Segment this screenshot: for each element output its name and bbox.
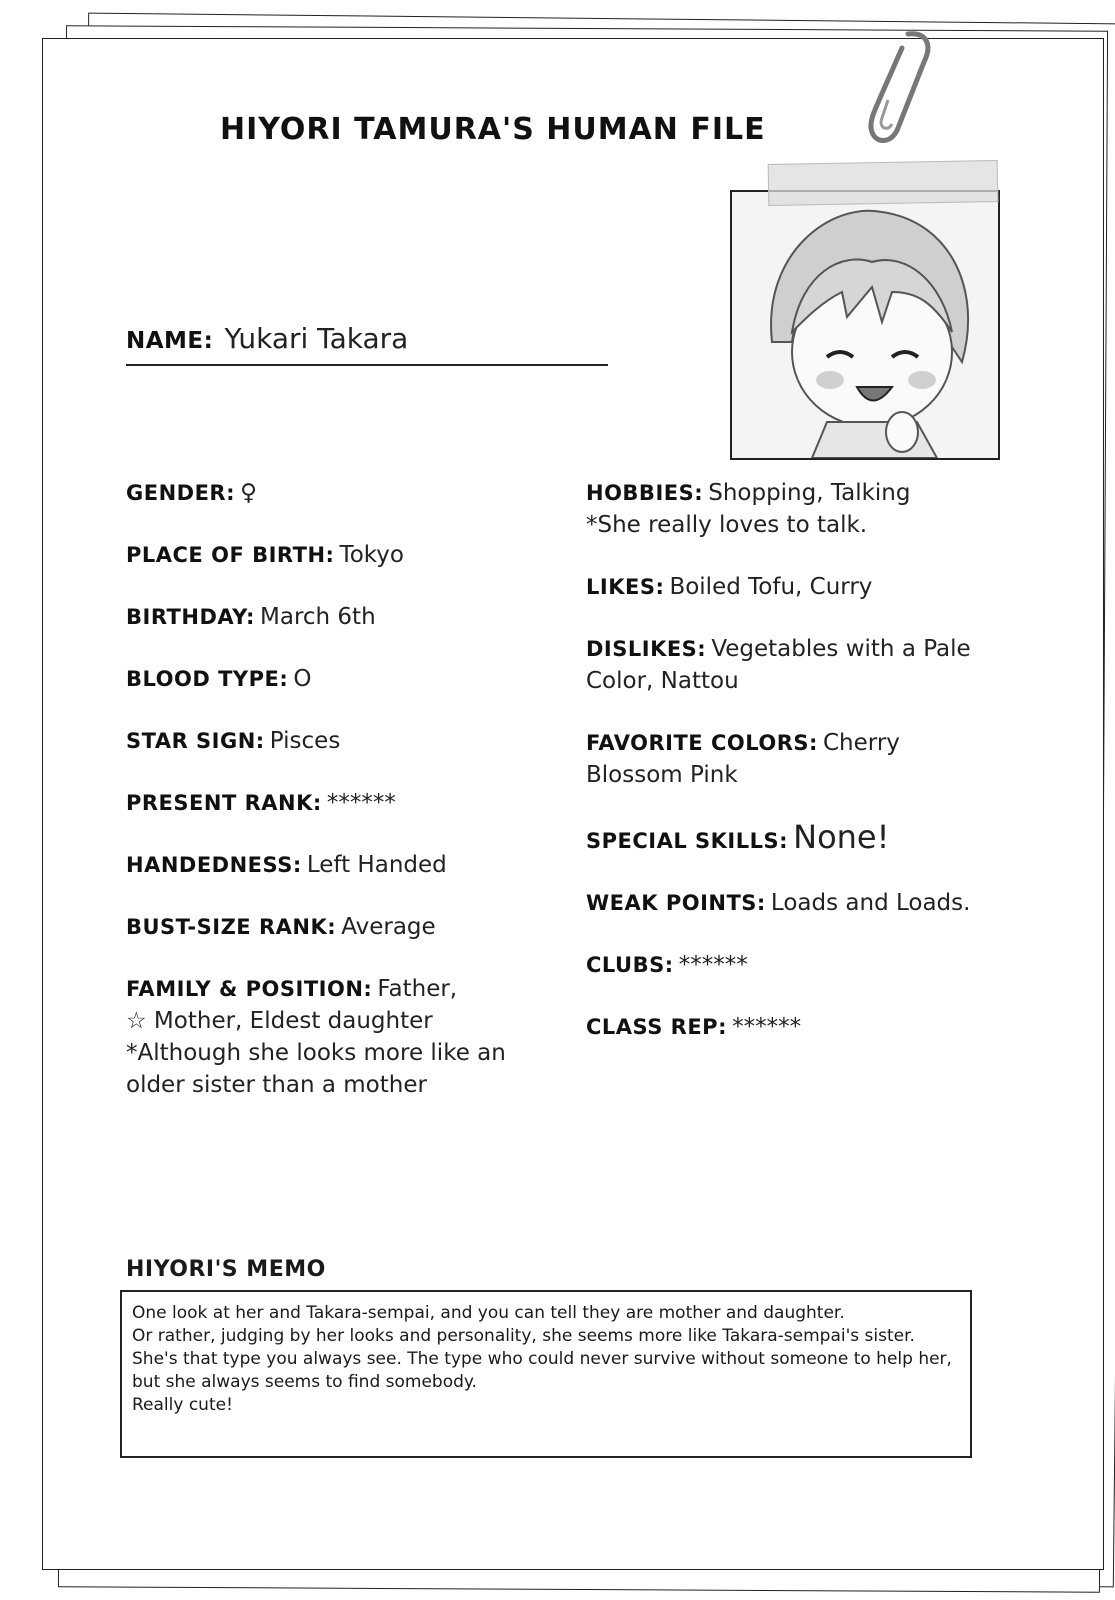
favorite-colors-field: FAVORITE COLORS: Cherry Blossom Pink [586, 730, 900, 788]
memo-line: Really cute! [132, 1395, 233, 1415]
class-rep-field: CLASS REP: ****** [586, 1014, 802, 1040]
memo-heading: HIYORI'S MEMO [126, 1257, 326, 1282]
special-skills-field: SPECIAL SKILLS: None! [586, 818, 890, 856]
memo-box [120, 1290, 972, 1458]
hobbies-note: *She really loves to talk. [586, 512, 868, 538]
memo-line: One look at her and Takara-sempai, and you can tell they are mother and daughter. [132, 1303, 845, 1323]
name-value: Yukari Takara [224, 322, 409, 355]
memo-line: Or rather, judging by her looks and personality, she seems more like Takara-sempai's sister. [132, 1326, 915, 1346]
likes-field: LIKES: Boiled Tofu, Curry [586, 574, 873, 600]
star-sign-field: STAR SIGN: Pisces [126, 728, 341, 754]
female-symbol-icon: ♀ [240, 480, 257, 506]
profile-left-column [126, 478, 566, 1102]
bust-size-rank-field: BUST-SIZE RANK: Average [126, 914, 436, 940]
dislikes-field: DISLIKES: Vegetables with a Pale Color, Nattou [586, 636, 971, 694]
name-field [126, 322, 608, 366]
birthday-field: BIRTHDAY: March 6th [126, 604, 376, 630]
family-position-note: *Although she looks more like an older sister than a mother [126, 1040, 506, 1098]
page-title: HIYORI TAMURA'S HUMAN FILE [220, 112, 766, 147]
gender-field: GENDER: ♀ [126, 480, 257, 506]
blood-type-field: BLOOD TYPE: O [126, 666, 312, 692]
paperclip-icon [858, 28, 938, 158]
tape-strip [768, 160, 999, 206]
memo-line: She's that type you always see. The type who could never survive without someone to help her, but she always seems to find somebody. [132, 1349, 952, 1392]
character-photo [730, 190, 1000, 460]
present-rank-field: PRESENT RANK: ****** [126, 790, 396, 816]
place-of-birth-field: PLACE OF BIRTH: Tokyo [126, 542, 404, 568]
handedness-field: HANDEDNESS: Left Handed [126, 852, 447, 878]
character-portrait-icon [732, 192, 998, 458]
weak-points-field: WEAK POINTS: Loads and Loads. [586, 890, 971, 916]
hobbies-field: HOBBIES: Shopping, Talking *She really loves to talk. [586, 480, 911, 538]
name-label: NAME: [126, 328, 214, 354]
family-position-field: FAMILY & POSITION: Father, ☆ Mother, Eldest daughter *Although she looks more like an older sister than a mother [126, 976, 506, 1098]
family-position-continued: ☆ Mother, Eldest daughter [126, 1008, 433, 1034]
clubs-field: CLUBS: ****** [586, 952, 748, 978]
profile-right-column [586, 478, 986, 1044]
